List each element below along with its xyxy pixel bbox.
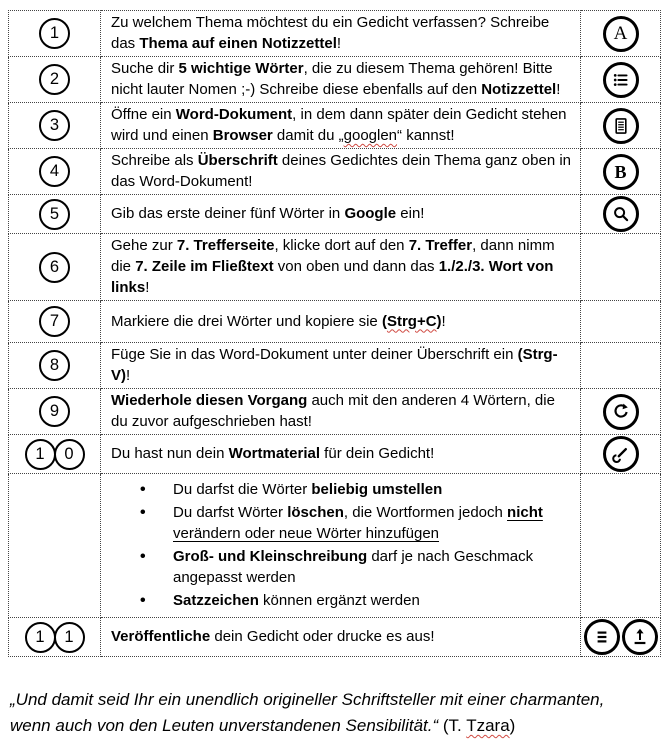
step-5-text <box>101 195 581 234</box>
table-row-step-6 <box>9 234 661 301</box>
text-segment: Du hast nun dein <box>111 445 229 462</box>
letter-a-icon <box>603 16 639 52</box>
step-5-icon-cell <box>581 195 661 234</box>
quote-line: „Und damit seid Ihr ein unendlich origineller Schriftsteller mit einer charmanten, <box>10 690 605 709</box>
search-icon <box>603 196 639 232</box>
step-4-text <box>101 149 581 195</box>
text-segment: ( <box>381 312 387 330</box>
letter-b-icon <box>603 154 639 190</box>
step-6-number-cell <box>9 234 101 301</box>
upload-icon <box>622 619 658 655</box>
step-number-badge: 6 <box>39 252 70 283</box>
step-number-badge: 4 <box>39 156 70 187</box>
step-11-text <box>101 618 581 657</box>
step-10-text <box>101 435 581 474</box>
step-11-number-cell <box>9 618 101 657</box>
text-segment: 5 wichtige Wörter <box>178 60 304 77</box>
step-number-badge: 0 <box>54 439 85 470</box>
step-8-number-cell <box>9 343 101 389</box>
step-6-icon-cell <box>581 234 661 301</box>
step-2-icon-cell <box>581 57 661 103</box>
text-segment: Gib das erste deiner fünf Wörter in <box>111 205 345 222</box>
step-number-badge: 1 <box>54 622 85 653</box>
letter-b-glyph: B <box>614 161 627 182</box>
rule-item <box>173 590 572 611</box>
text-segment: Wiederhole diesen Vorgang <box>111 392 308 409</box>
text-segment: von oben und dann das <box>273 258 439 275</box>
text-segment: ) <box>436 312 442 330</box>
closing-quote <box>10 687 664 739</box>
text-segment: Zu welchem Thema möchtest du ein Gedicht verfassen? Schreibe das <box>111 14 550 52</box>
shortcut-key-text: (Strg-V) <box>111 346 558 384</box>
text-segment: ! <box>556 81 561 98</box>
step-number-badge: 5 <box>39 199 70 230</box>
rule-item <box>173 479 572 500</box>
text-segment: ! <box>336 35 342 52</box>
bulleted-list-icon <box>603 62 639 98</box>
rules-text <box>101 474 581 618</box>
text-segment: deines Gedichtes dein Thema ganz oben in das Word-Dokument! <box>111 152 572 190</box>
step-9-text <box>101 389 581 435</box>
text-segment: Wortmaterial <box>228 445 321 462</box>
table-row-step-7 <box>9 301 661 343</box>
text-segment: , die Wortformen jedoch <box>343 504 508 521</box>
text-segment: , klicke dort auf den <box>274 237 409 254</box>
text-segment: Satzzeichen <box>173 592 259 609</box>
justify-lines-icon <box>584 619 620 655</box>
step-number-badge: 1 <box>25 439 56 470</box>
text-segment: Groß- und Kleinschreibung <box>173 548 368 565</box>
rules-list <box>111 479 572 611</box>
step-11-icon-cell <box>581 618 661 657</box>
text-segment: , dann nimm die <box>111 237 555 275</box>
text-segment: Google <box>344 205 397 222</box>
step-6-text <box>101 234 581 301</box>
step-number-badge: 1 <box>39 18 70 49</box>
attribution-text: (T. <box>442 716 467 735</box>
quote-line <box>10 713 664 739</box>
text-segment: darf je nach Geschmack angepasst werden <box>173 548 534 586</box>
text-segment: nicht <box>507 504 543 521</box>
step-3-icon-cell <box>581 103 661 149</box>
text-segment: beliebig umstellen <box>311 481 443 498</box>
step-10-icon-cell <box>581 435 661 474</box>
text-segment: Schreibe als <box>111 152 198 169</box>
step-4-icon-cell <box>581 149 661 195</box>
text-segment: dein Gedicht oder drucke es aus! <box>210 628 435 645</box>
step-number-badge: 2 <box>39 64 70 95</box>
wrench-icon <box>603 436 639 472</box>
step-4-number-cell <box>9 149 101 195</box>
letter-a-glyph: A <box>613 23 628 44</box>
text-segment: ! <box>145 279 150 296</box>
text-segment: Browser <box>212 127 273 144</box>
text-segment: Gehe zur <box>111 237 177 254</box>
step-10-number-cell <box>9 435 101 474</box>
step-9-number-cell <box>9 389 101 435</box>
rule-item <box>173 502 572 544</box>
text-segment: können ergänzt werden <box>258 592 420 609</box>
table-row-step-10 <box>9 435 661 474</box>
step-5-number-cell <box>9 195 101 234</box>
text-segment: Notizzettel <box>481 81 557 98</box>
table-row-step-8 <box>9 343 661 389</box>
table-row-step-5 <box>9 195 661 234</box>
step-7-icon-cell <box>581 301 661 343</box>
step-7-text <box>101 301 581 343</box>
text-segment: Suche dir <box>111 60 179 77</box>
text-segment: Thema auf einen Notizzettel <box>139 35 337 52</box>
shortcut-key-text: Strg+C <box>386 312 437 330</box>
attribution-text: ) <box>509 716 516 735</box>
repeat-icon <box>603 394 639 430</box>
step-2-number-cell <box>9 57 101 103</box>
step-number-badge: 8 <box>39 350 70 381</box>
text-segment: 1./2./3. Wort von links <box>111 258 554 296</box>
table-row-step-3 <box>9 103 661 149</box>
document-icon <box>603 108 639 144</box>
text-segment: , die zu diesem Thema gehören! Bitte nicht lauter Nomen ;-) Schreibe diese ebenfalls auf den <box>111 60 553 98</box>
text-segment: Überschrift <box>197 152 278 169</box>
step-number-badge: 1 <box>25 622 56 653</box>
text-segment: Füge Sie in das Word-Dokument unter deiner Überschrift ein <box>111 346 518 363</box>
text-segment: 7. Zeile im Fließtext <box>135 258 274 275</box>
text-segment: damit du „ <box>272 127 344 144</box>
table-row-step-11 <box>9 618 661 657</box>
text-segment: , in dem dann später dein Gedicht stehen wird und einen <box>111 106 567 144</box>
text-segment: für dein Gedicht! <box>320 445 435 462</box>
step-number-badge: 9 <box>39 396 70 427</box>
text-segment: Du darfst die Wörter <box>173 481 312 498</box>
text-segment: ! <box>441 312 446 330</box>
text-segment: auch mit den anderen 4 Wörtern, die du zuvor aufgeschrieben hast! <box>111 392 555 430</box>
step-1-text <box>101 11 581 57</box>
rule-item <box>173 546 572 588</box>
text-segment: ein! <box>396 205 425 222</box>
step-8-text <box>101 343 581 389</box>
text-segment: “ kannst! <box>397 127 455 144</box>
rules-icon-cell <box>581 474 661 618</box>
text-segment: Du darfst Wörter <box>173 504 288 521</box>
step-2-text <box>101 57 581 103</box>
text-segment: ! <box>126 367 131 384</box>
step-number-badge: 3 <box>39 110 70 141</box>
text-segment: 7. Treffer <box>408 237 473 254</box>
text-segment: 7. Trefferseite <box>176 237 275 254</box>
attribution-name: Tzara <box>466 716 510 735</box>
text-segment: Veröffentliche <box>111 628 211 645</box>
text-segment: Öffne ein <box>111 106 176 123</box>
step-3-number-cell <box>9 103 101 149</box>
table-row-rules <box>9 474 661 618</box>
step-1-number-cell <box>9 11 101 57</box>
text-segment: Markiere die drei Wörter und kopiere sie <box>111 312 382 330</box>
table-row-step-4 <box>9 149 661 195</box>
text-segment: Word-Dokument <box>175 106 293 123</box>
text-segment: löschen <box>287 504 344 521</box>
step-3-text <box>101 103 581 149</box>
step-9-icon-cell <box>581 389 661 435</box>
table-row-step-1 <box>9 11 661 57</box>
instructions-table <box>8 10 661 657</box>
text-segment: verändern oder neue Wörter hinzufügen <box>173 525 440 542</box>
step-8-icon-cell <box>581 343 661 389</box>
step-number-badge: 7 <box>39 306 70 337</box>
table-row-step-2 <box>9 57 661 103</box>
misspelled-word: googlen <box>343 127 398 144</box>
rules-number-cell <box>9 474 101 618</box>
step-7-number-cell <box>9 301 101 343</box>
table-row-step-9 <box>9 389 661 435</box>
step-1-icon-cell <box>581 11 661 57</box>
quote-text: wenn auch von den Leuten unverstandenen Sensibilität.“ <box>10 716 443 735</box>
